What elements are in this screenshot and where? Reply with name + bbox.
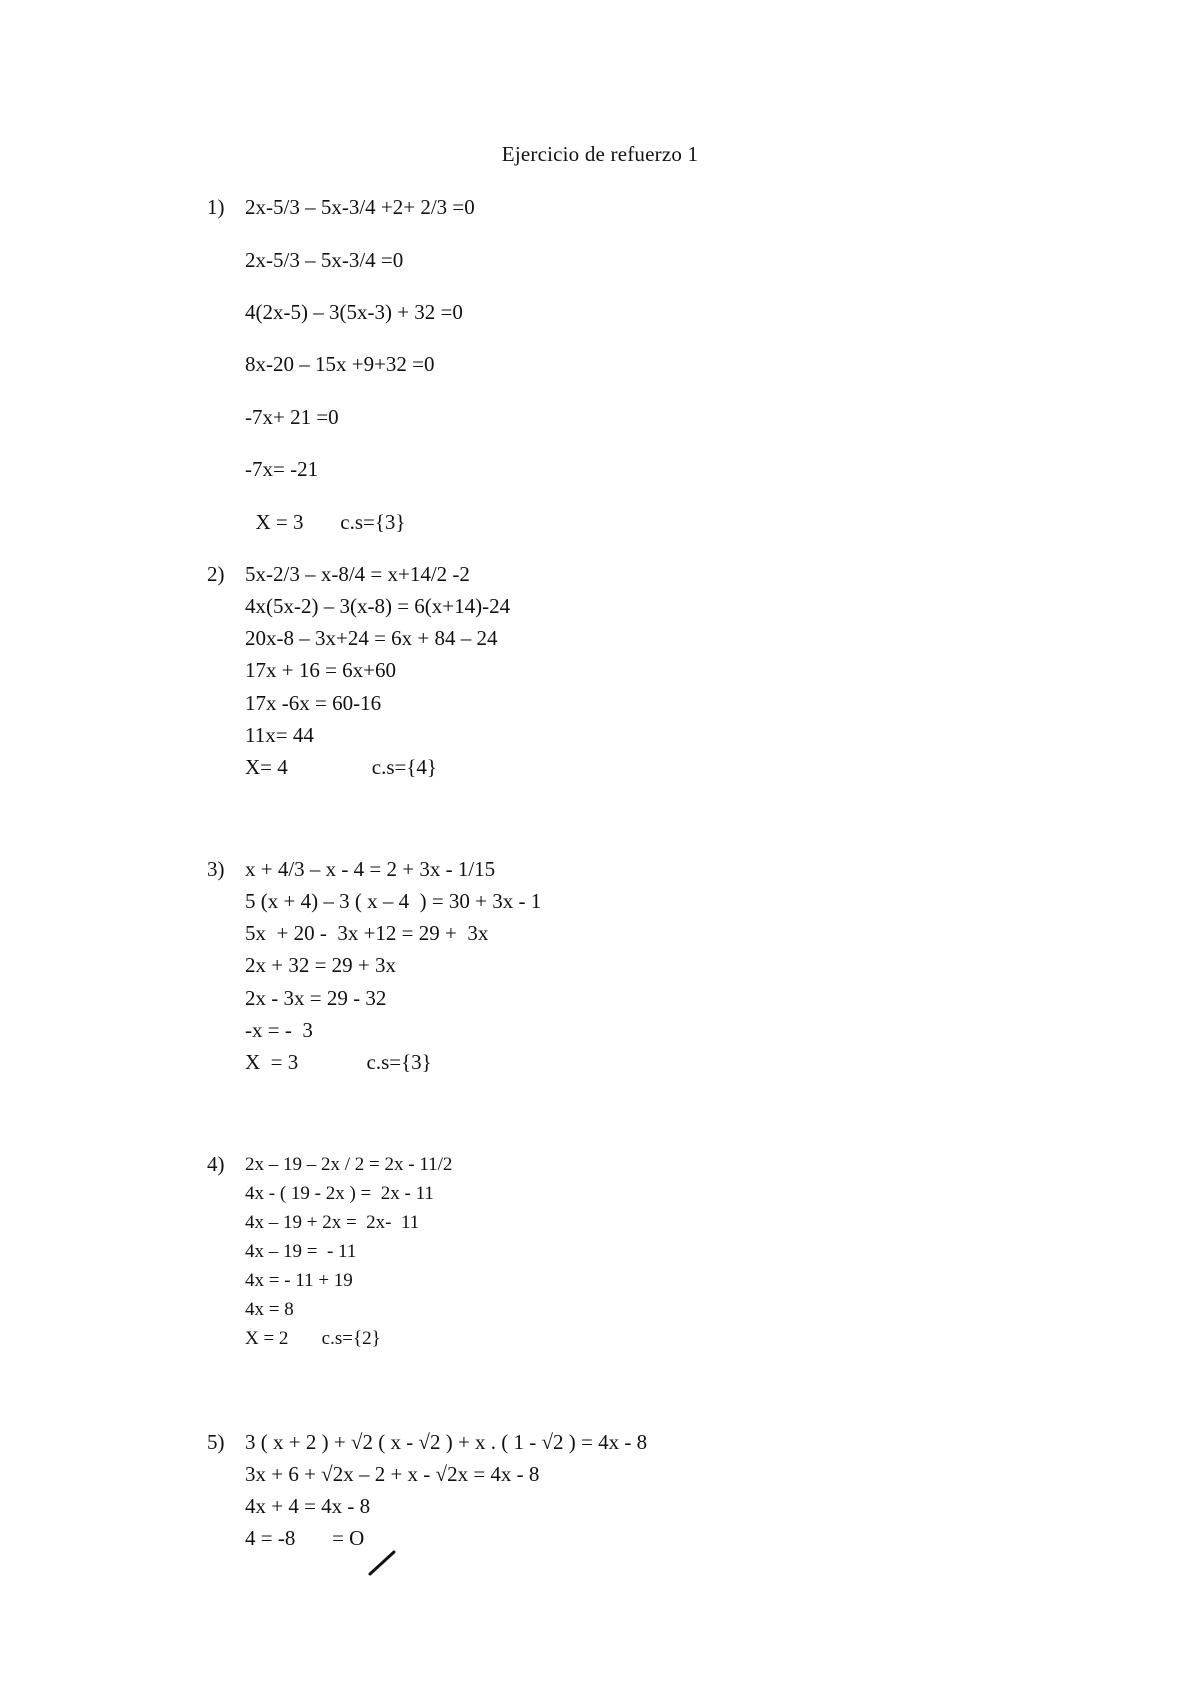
equation-line: 5x + 20 - 3x +12 = 29 + 3x [245, 921, 489, 945]
equation-line: 2x-5/3 – 5x-3/4 =0 [245, 248, 404, 272]
exercise-number: 5) [207, 1430, 225, 1454]
equation-line: 17x -6x = 60-16 [245, 691, 382, 715]
equation-line: 2x - 3x = 29 - 32 [245, 986, 387, 1010]
equation-line: 4x(5x-2) – 3(x-8) = 6(x+14)-24 [245, 594, 511, 618]
equation-line: 4x = - 11 + 19 [245, 1270, 353, 1291]
equation-line: 4x = 8 [245, 1299, 294, 1320]
solution-line: 4 = -8 = O [245, 1526, 365, 1550]
equation-line: 4x – 19 = - 11 [245, 1241, 357, 1262]
equation-line: -7x= -21 [245, 457, 319, 481]
equation-line: 8x-20 – 15x +9+32 =0 [245, 352, 435, 376]
page-title: Ejercicio de refuerzo 1 [501, 142, 699, 166]
exercise-number: 3) [207, 857, 225, 881]
equation-line: 5x-2/3 – x-8/4 = x+14/2 -2 [245, 562, 470, 586]
equation-line: 2x + 32 = 29 + 3x [245, 953, 397, 977]
equation-line: 2x-5/3 – 5x-3/4 +2+ 2/3 =0 [245, 195, 475, 219]
solution-line: X= 4 c.s={4} [245, 755, 438, 779]
exercise-number: 2) [207, 562, 225, 586]
equation-line: -7x+ 21 =0 [245, 405, 339, 429]
equation-line: 20x-8 – 3x+24 = 6x + 84 – 24 [245, 626, 498, 650]
solution-line: X = 3 c.s={3} [245, 510, 406, 534]
equation-line: 2x – 19 – 2x / 2 = 2x - 11/2 [245, 1154, 453, 1175]
equation-line: 4x - ( 19 - 2x ) = 2x - 11 [245, 1183, 434, 1204]
equation-line: 3x + 6 + √2x – 2 + x - √2x = 4x - 8 [245, 1462, 540, 1486]
equation-line: 17x + 16 = 6x+60 [245, 658, 397, 682]
equation-line: 4x + 4 = 4x - 8 [245, 1494, 371, 1518]
solution-line: X = 2 c.s={2} [245, 1328, 381, 1349]
equation-line: 4x – 19 + 2x = 2x- 11 [245, 1212, 420, 1233]
equation-line: x + 4/3 – x - 4 = 2 + 3x - 1/15 [245, 857, 496, 881]
equation-line: 4(2x-5) – 3(5x-3) + 32 =0 [245, 300, 463, 324]
equation-line: 11x= 44 [245, 723, 314, 747]
equation-line: 5 (x + 4) – 3 ( x – 4 ) = 30 + 3x - 1 [245, 889, 542, 913]
solution-line: X = 3 c.s={3} [245, 1050, 432, 1074]
exercise-number: 1) [207, 195, 225, 219]
equation-line: 3 ( x + 2 ) + √2 ( x - √2 ) + x . ( 1 - √2 ) = 4x - 8 [245, 1430, 648, 1454]
exercise-number: 4) [207, 1152, 225, 1176]
empty-set-slash-stroke [370, 1552, 394, 1574]
equation-line: -x = - 3 [245, 1018, 313, 1042]
